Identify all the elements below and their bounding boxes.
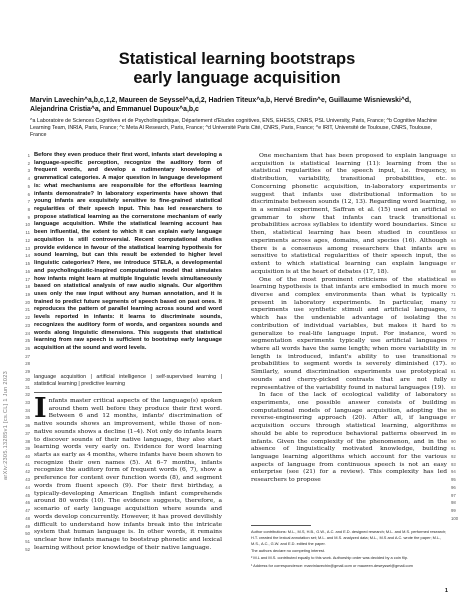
line-number: 75	[451, 322, 456, 328]
line-number: 58	[451, 191, 456, 197]
line-number: 16	[25, 268, 30, 274]
line-number: 26	[25, 345, 30, 351]
line-number: 52	[25, 546, 30, 552]
paper-title	[30, 50, 444, 88]
line-number: 68	[451, 268, 456, 274]
right-paragraph-1: One mechanism that has been proposed to explain language acquisition is statistical learning (11): learning from the statistical regularities of the speech input, i.e. frequency, distribution, variability, transitional probabilities, etc. Concerning phonetic acquisition, in-laboratory experiments suggest that infants use distributional information to discriminate between sounds (12, 13). Regarding word learning, in a seminal experiment, Saffran et al. (15) used an artificial grammar to show that infants can track transitional probabilities across syllables to identify word boundaries. Since then, statistical learning has been studied in countless experiments across ages, domains, and species (16). Although there is a consensus among researchers that infants are sensitive to statistical regularities of their speech input, the extent to which statistical learning can explain language acquisition is at the heart of debates (17, 18).	[251, 152, 447, 275]
line-number: 64	[451, 237, 456, 243]
competing-interest: The authors declare no competing interest.	[251, 547, 325, 553]
line-number: 12	[25, 237, 30, 243]
line-number: 39	[25, 446, 30, 452]
line-number: 11	[25, 230, 30, 236]
line-number: 9	[27, 214, 30, 220]
line-number: 14	[25, 253, 30, 259]
line-number: 47	[25, 508, 30, 514]
line-number: 36	[25, 423, 30, 429]
line-number: 37	[25, 430, 30, 436]
line-number: 15	[25, 261, 30, 267]
line-number: 61	[451, 214, 456, 220]
line-numbers-left	[20, 152, 30, 553]
line-number: 80	[451, 361, 456, 367]
line-number: 19	[25, 291, 30, 297]
keywords: language acquisition | artificial intelligence | self-supervised learning | statistical learning | predictive learning	[34, 374, 222, 387]
equal-contribution-note: ² M.L and M.S. contributed equally to this work. Authorship order was decided by a coin flip.	[251, 555, 409, 561]
line-number: 98	[451, 500, 456, 506]
line-number: 43	[25, 477, 30, 483]
line-number: 34	[25, 407, 30, 413]
line-number: 3	[27, 168, 30, 174]
line-number: 97	[451, 492, 456, 498]
line-number: 2	[27, 160, 30, 166]
line-number: 81	[451, 369, 456, 375]
title-line-2: early language acquisition	[133, 69, 341, 87]
affiliations: ^a Laboratoire de Sciences Cognitives et de Psycholinguistique, Département d'Etudes cognitives, ENS, EHESS, CNRS, PSL University, Paris, France; ^b Cognitive Machine Learning Team, INRIA, Paris, France; ^c Meta AI Research, Paris, France; ^d Université Paris Cité, CNRS, Paris, France; ^e IRIT, Université de Toulouse, CNRS, Toulouse, France	[30, 118, 437, 138]
line-number: 84	[451, 392, 456, 398]
line-number: 48	[25, 515, 30, 521]
line-number: 18	[25, 284, 30, 290]
line-number: 30	[25, 376, 30, 382]
line-number: 59	[451, 199, 456, 205]
line-number: 23	[25, 322, 30, 328]
line-number: 87	[451, 415, 456, 421]
line-number: 33	[25, 400, 30, 405]
right-paragraph-2: One of the most prominent criticisms of the statistical learning hypothesis is that infants are embodied in much more diverse and complex environments than what is typically present in laboratory experiments. In particular, many experiments use synthetic stimuli and artificial languages, which has the undeniable advantage of isolating the contribution of individual variables, but makes it hard to generalize to real-life language input. For instance, word segmentation experiments typically use artificial languages where all words have the same length; when more variability in length is introduced, infant's ability to use transitional probabilities to segment words is severely diminished (17). Similarly, sound discrimination experiments use prototypical sounds and cherry-picked contrasts that are not fully representative of the variability found in natural languages (19).	[251, 275, 447, 391]
line-number: 90	[451, 438, 456, 444]
right-column-body	[251, 152, 447, 484]
introduction-paragraph	[34, 393, 222, 551]
footnotes	[251, 525, 447, 570]
line-number: 8	[27, 207, 30, 213]
line-number: 78	[451, 345, 456, 351]
page-number: 1	[444, 588, 448, 594]
line-number: 70	[451, 284, 456, 290]
right-paragraph-3: In face of the lack of ecological validity of laboratory experiments, one possible answer consists of building computational models of language acquisition, adopting the reverse-engineering approach (20). After all, if language acquisition occurs through statistical learning, algorithms should be able to reproduce behavioral patterns observed in infants. Given the complexity of the phenomenon, and in the absence of linguistically motivated knowledge, building language learning algorithms which account for the various aspects of language from continuous speech is not an easy enterprise (see (21) for a review). This complexity has led researchers to propose	[251, 391, 447, 484]
line-number: 63	[451, 230, 456, 236]
line-number: 96	[451, 484, 456, 490]
line-number: 20	[25, 299, 30, 305]
line-number: 31	[25, 384, 30, 390]
line-number: 28	[25, 361, 30, 367]
line-number: 53	[451, 153, 456, 158]
line-number: 77	[451, 338, 456, 344]
line-number: 79	[451, 353, 456, 359]
line-number: 57	[451, 183, 456, 189]
line-number: 13	[25, 245, 30, 251]
line-number: 67	[451, 261, 456, 267]
line-number: 56	[451, 176, 456, 182]
line-number: 45	[25, 492, 30, 498]
line-numbers-right	[451, 152, 463, 523]
line-number: 76	[451, 330, 456, 336]
line-number: 10	[25, 222, 30, 228]
line-number: 71	[451, 291, 456, 297]
line-number: 73	[451, 307, 456, 313]
line-number: 54	[451, 160, 456, 166]
paper-header	[30, 0, 444, 139]
line-number: 85	[451, 400, 456, 405]
line-number: 32	[25, 392, 30, 398]
line-number: 60	[451, 207, 456, 213]
line-number: 93	[451, 461, 456, 467]
drop-cap: I	[34, 393, 47, 424]
line-number: 66	[451, 253, 456, 259]
line-number: 65	[451, 245, 456, 251]
line-number: 74	[451, 315, 456, 321]
title-line-1: Statistical learning bootstraps	[118, 50, 356, 68]
line-number: 92	[451, 454, 456, 460]
line-number: 40	[25, 454, 30, 460]
author-contributions: Author contributions: M.L., M.S, H.B., G.W., A.C. and E.D. designed research; M.L. and M.S. performed research; H.T. created the lexical annotation set; M.L. and M.S. analyzed data; M.L., M.S and A.C. wrote the paper; M.L., M.S., A.C., G.W. and E.D. edited the paper.	[251, 529, 447, 546]
line-number: 69	[451, 276, 456, 282]
line-number: 72	[451, 299, 456, 305]
line-number: 89	[451, 430, 456, 436]
line-number: 42	[25, 469, 30, 475]
line-number: 6	[27, 191, 30, 197]
line-number: 1	[27, 153, 30, 158]
line-number: 7	[27, 199, 30, 205]
author-list: Marvin Lavechin^a,b,c,1,2, Maureen de Seyssel^a,d,2, Hadrien Titeux^a,b, Hervé Bredin^e, Guillaume Wisniewski^d, Alejandrina Cristia^a, and Emmanuel Dupoux^a,b,c	[30, 97, 412, 114]
line-number: 41	[25, 461, 30, 467]
line-number: 94	[451, 469, 456, 475]
line-number: 29	[25, 369, 30, 375]
line-number: 100	[451, 515, 459, 521]
line-number: 44	[25, 484, 30, 490]
line-number: 35	[25, 415, 30, 421]
line-number: 46	[25, 500, 30, 506]
abstract: Before they even produce their first word, infants start developing a language-specific perception, recognize the auditory form of frequent words, and develop a rudimentary knowledge of grammatical categories. A major question in language development is: what mechanisms are responsible for the effortless learning infants demonstrate? In laboratory experiments have shown that young infants are exquisitely sensitive to fine-grained statistical regularities of their speech input. This has led researchers to propose statistical learning as the cornerstone mechanism of early language acquisition. While the statistical learning account has been influential, the extent to which it can explain early language acquisition is still controversial. Recent computational studies provide evidence in favour of the statistical learning hypothesis for sound learning, but can this result be extended to higher level linguistic categories? Here, we introduce STELA, a developmental and psycholinguistic-inspired computational model that simulates how infants might learn at multiple linguistic levels simultaneously based on statistical analysis of raw audio signals. Our algorithm uses only the raw input without any human annotation, and it is trained to predict future segments of speech based on past ones. It reproduces the pattern of parallel learning across sound and word levels reported in infants: it learns to discriminate sounds, recognizes the auditory form of words, and organizes sounds and words along linguistic dimensions. This suggests that statistical learning from raw speech is sufficient to bootstrap early language acquisition at the sound and word levels.	[34, 152, 222, 351]
line-number: 49	[25, 523, 30, 529]
line-number: 86	[451, 407, 456, 413]
arxiv-sidebar-label: arXiv:2305.13285v1 [cs.CL] 1 Jun 2023	[3, 370, 9, 480]
line-number: 95	[451, 477, 456, 483]
line-number: 62	[451, 222, 456, 228]
line-number: 38	[25, 438, 30, 444]
line-number: 50	[25, 531, 30, 537]
line-number: 88	[451, 423, 456, 429]
correspondence-note: ¹ Address for correspondence: marvinlavechin@gmail.com or maureen.deseyssel@gmail.com	[251, 562, 413, 568]
line-number: 83	[451, 384, 456, 390]
line-number: 5	[27, 183, 30, 189]
line-number: 91	[451, 446, 456, 452]
line-number: 51	[25, 538, 30, 544]
keywords-divider	[34, 392, 222, 393]
introduction-text: nfants master critical aspects of the language(s) spoken around them well before they produce their first word. Between 6 and 12 months, infants' discrimination of native sounds shows an improvement, while those of non-native sounds shows a decline (1–4). Not only do infants learn to discover sounds of their native language, they also start learning words very early on. Evidence for word learning starts as early as 4 months, where infants have been shown to recognize their own names (5). At 6–7 months, infants recognize the auditory form of frequent words (6, 7), show a preference for content over function words (8), and segment words from fluent speech (9). For their first birthday, a typically-developing American English infant comprehends around 80 words (10). The evidence suggests, therefore, a scenario of early language acquisition where sounds and words develop concurrently. However, it has proved devilishly difficult to understand how infants break into the intricate system that human language is. In other words, it remains unclear how infants manage to bootstrap phonetic and lexical learning without prior knowledge of their native language.	[34, 397, 222, 551]
line-number: 4	[27, 176, 30, 182]
line-number: 27	[25, 353, 30, 359]
line-number: 55	[451, 168, 456, 174]
line-number: 21	[25, 307, 30, 313]
line-number: 24	[25, 330, 30, 336]
footnote-rule	[251, 525, 311, 526]
line-number: 17	[25, 276, 30, 282]
line-number: 22	[25, 315, 30, 321]
line-number: 25	[25, 338, 30, 344]
line-number: 82	[451, 376, 456, 382]
line-number: 99	[451, 508, 456, 514]
